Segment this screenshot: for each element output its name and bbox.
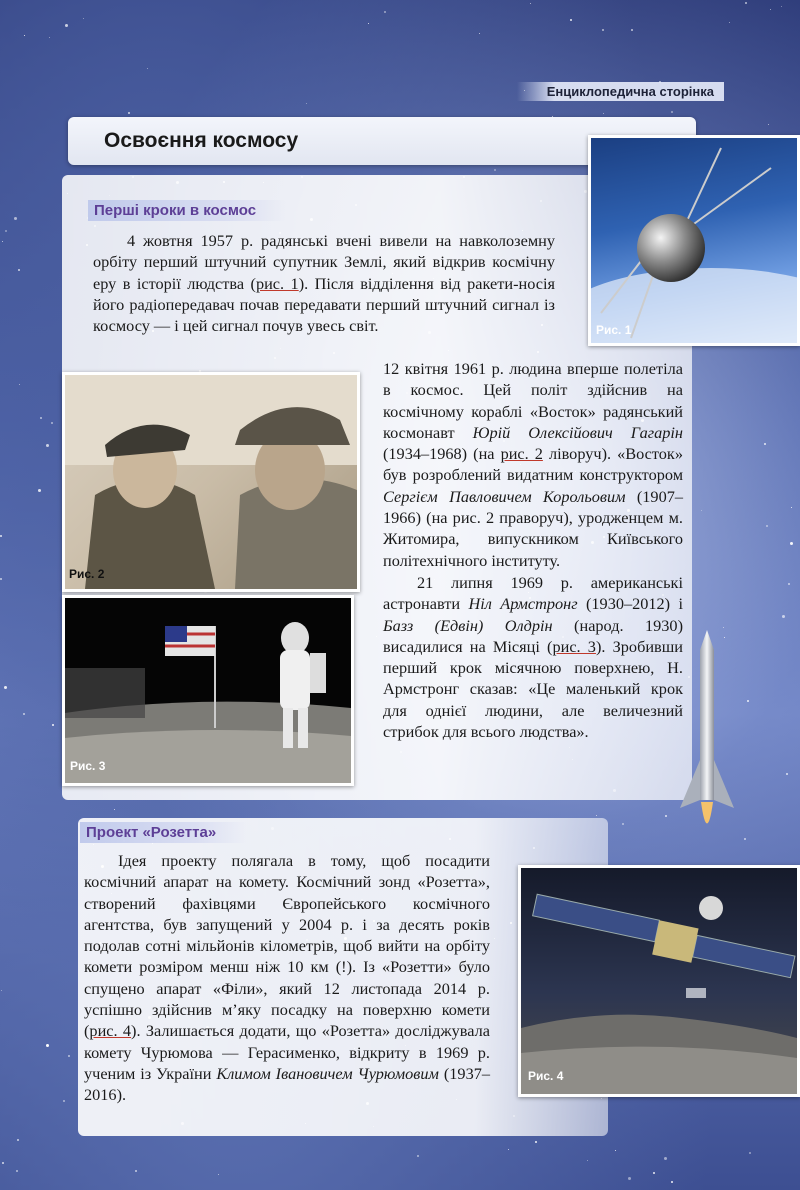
star xyxy=(494,169,496,171)
moon-landing-illustration xyxy=(65,598,351,783)
star xyxy=(749,1152,751,1154)
star xyxy=(16,1170,18,1172)
star xyxy=(5,230,7,232)
star xyxy=(745,2,747,4)
figure-3-caption: Рис. 3 xyxy=(70,759,106,773)
figure-ref-1[interactable]: рис. 1 xyxy=(255,273,299,293)
figure-1-caption: Рис. 1 xyxy=(596,323,632,337)
portrait-illustration xyxy=(65,375,357,589)
star xyxy=(417,1155,419,1157)
star xyxy=(671,111,673,113)
paragraph-rosetta: Ідея проекту полягала в тому, щоб посадити космічний апарат на комету. Космічний зонд «Розетта», створений фахівцями Європейського космічного агентства, був запущений у 2004 р. і за десять років подолав сотні мільйонів кілометрів, щоб вийти на орбіту комети розміром менш ніж 10 км (!). Із «Розетти» було спущено апарат «Філи», який 12 листопада 2014 р. успішно здійснив м’яку посадку на поверхню комети (рис. 4). Залишається додати, що «Розетта» досліджувала комету Чурюмова — Герасименко, відкриту в 1969 р. ученим із України Климом Івановичем Чурюмовим (1937–2016). xyxy=(84,851,490,1105)
star xyxy=(23,713,25,715)
star xyxy=(38,489,41,492)
star xyxy=(570,19,572,21)
star xyxy=(615,1150,616,1151)
star xyxy=(602,29,604,31)
star xyxy=(766,525,768,527)
star xyxy=(628,1177,631,1180)
star xyxy=(788,583,790,585)
star xyxy=(701,510,702,511)
star xyxy=(46,444,49,447)
star xyxy=(51,422,53,424)
star xyxy=(786,773,788,775)
star xyxy=(781,6,782,7)
star xyxy=(128,112,130,114)
star xyxy=(17,1139,19,1141)
figure-4-rosetta xyxy=(518,865,800,1097)
star xyxy=(147,68,148,69)
star xyxy=(653,1172,655,1174)
star xyxy=(535,1141,537,1143)
star xyxy=(4,686,7,689)
star xyxy=(135,1170,137,1172)
star xyxy=(218,1174,219,1175)
paragraph-gagarin: 12 квітня 1961 р. людина вперше полетіла в космос. Цей політ здійснив на космічному кораблі «Восток» радянський космонавт Юрій Олексійович Гагарін (1934–1968) (на рис. 2 ліворуч). «Восток» був розроблений видатним конструктором Сергієм Павловичем Корольовим (1907–1966) (на рис. 2 праворуч), уродженцем м. Житомира, випускником Київського політехнічного інституту. 21 липня 1969 р. американські астронавти Ніл Армстронг (1930–2012) і Базз (Едвін) Олдрін (народ. 1930) висадилися на Місяці (рис. 3). Зробивши перший крок місячною поверхнею, Н. Армстронг сказав: «Це маленький крок для однієї людини, але величезний стрибок для всього людства». xyxy=(383,359,683,742)
star xyxy=(52,724,54,726)
sputnik-illustration xyxy=(591,138,797,343)
star xyxy=(18,269,20,271)
star xyxy=(587,1160,588,1161)
star xyxy=(49,37,50,38)
star xyxy=(596,815,597,816)
star xyxy=(2,241,3,242)
figure-2-gagarin-korolev xyxy=(62,372,360,592)
rocket-icon xyxy=(666,630,748,845)
star xyxy=(671,1181,673,1183)
paragraph-sputnik: 4 жовтня 1957 р. радянські вчені вивели на навколоземну орбіту перший штучний супутник Землі, який відкрив космічну еру в історії людства (рис. 1). Після відділення від ракети-носія його радіопередавач почав передавати перший штучний сигнал із космосу — і цей сигнал почув увесь світ. xyxy=(93,231,555,336)
star xyxy=(664,1157,667,1160)
star xyxy=(46,1044,49,1047)
star xyxy=(14,217,17,220)
star xyxy=(306,103,307,104)
star xyxy=(24,35,25,36)
section-label: Енциклопедична сторінка xyxy=(517,82,724,101)
star xyxy=(790,542,793,545)
star xyxy=(0,535,2,537)
page-title: Освоєння космосу xyxy=(104,129,299,152)
star xyxy=(530,3,531,4)
figure-1-sputnik xyxy=(588,135,800,346)
star xyxy=(770,9,771,10)
star xyxy=(2,1162,4,1164)
star xyxy=(791,507,792,508)
star xyxy=(114,809,115,810)
figure-4-caption: Рис. 4 xyxy=(528,1069,564,1083)
star xyxy=(622,823,624,825)
star xyxy=(764,443,766,445)
star xyxy=(0,578,2,580)
figure-ref-4[interactable]: рис. 4 xyxy=(89,1021,132,1041)
star xyxy=(782,615,785,618)
star xyxy=(723,627,724,628)
star xyxy=(63,1100,65,1102)
star xyxy=(65,24,68,27)
figure-3-moon-landing xyxy=(62,595,354,786)
figure-ref-2[interactable]: рис. 2 xyxy=(500,444,543,464)
section-heading-rosetta: Проект «Розетта» xyxy=(80,822,246,843)
star xyxy=(479,33,480,34)
star xyxy=(768,124,769,125)
star xyxy=(603,113,604,114)
star xyxy=(631,29,633,31)
figure-2-caption: Рис. 2 xyxy=(69,567,105,581)
star xyxy=(68,1055,70,1057)
figure-ref-3[interactable]: рис. 3 xyxy=(552,636,596,656)
star xyxy=(1,990,2,991)
section-heading-first-steps: Перші кроки в космос xyxy=(88,200,286,221)
star xyxy=(384,11,386,13)
star xyxy=(368,23,369,24)
star xyxy=(19,384,20,385)
rosetta-illustration xyxy=(521,868,797,1094)
star xyxy=(40,417,42,419)
star xyxy=(508,1149,509,1150)
star xyxy=(729,22,730,23)
star xyxy=(83,18,84,19)
